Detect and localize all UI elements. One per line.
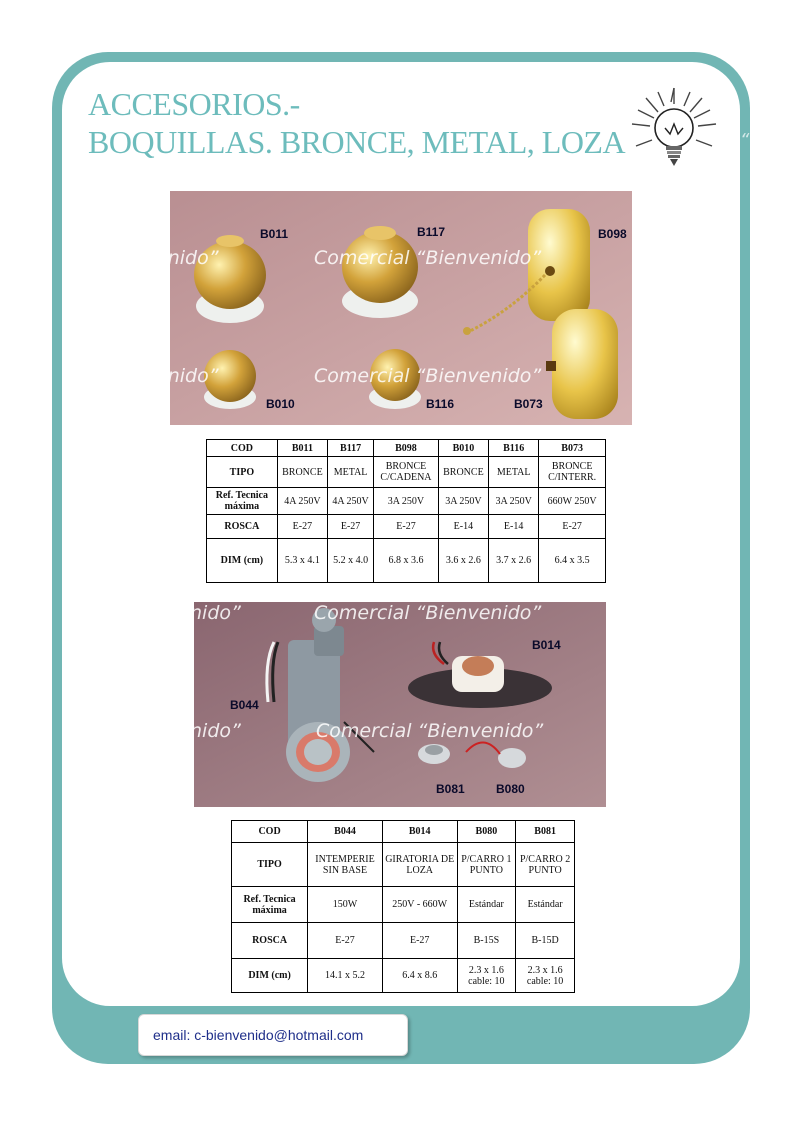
photo-label: B116 (426, 397, 455, 411)
cell-tipo: BRONCE (277, 457, 327, 488)
cell-dim: 6.4 x 3.5 (539, 539, 606, 583)
spec-table-1 (206, 439, 606, 583)
cell-dim: 6.4 x 8.6 (382, 959, 457, 993)
cell-rosca: E-27 (374, 515, 439, 539)
watermark-text: nido” (190, 602, 241, 624)
page-title: ACCESORIOS.- (88, 86, 300, 122)
cell-cod: B081 (516, 821, 575, 843)
row-label-rosca: ROSCA (232, 923, 308, 959)
spec-table-2 (231, 820, 575, 993)
photo-label: B011 (260, 227, 289, 241)
photo-label: B117 (417, 225, 446, 239)
cell-cod: B010 (438, 440, 488, 457)
cell-cod: B117 (328, 440, 374, 457)
row-label-tipo: TIPO (207, 457, 278, 488)
cell-rosca: E-27 (277, 515, 327, 539)
cell-rosca: E-27 (382, 923, 457, 959)
row-label-rosca: ROSCA (207, 515, 278, 539)
row-label-ref: Ref. Tecnica máxima (207, 488, 278, 515)
email-text[interactable]: email: c-bienvenido@hotmail.com (153, 1027, 364, 1043)
page-subtitle: BOQUILLAS. BRONCE, METAL, LOZA (88, 124, 626, 160)
watermark-text: Comercial “Bienvenido” (314, 247, 542, 269)
cell-ref: 250V - 660W (382, 887, 457, 923)
lightbulb-icon (628, 84, 720, 176)
cell-rosca: E-27 (539, 515, 606, 539)
cell-tipo: BRONCE (438, 457, 488, 488)
row-label-dim: DIM (cm) (232, 959, 308, 993)
cell-dim: 5.3 x 4.1 (277, 539, 327, 583)
row-label-ref: Ref. Tecnica máxima (232, 887, 308, 923)
cell-ref: Estándar (457, 887, 516, 923)
watermark-text: Comercial “Bienvenido” (314, 365, 542, 387)
row-label-tipo: TIPO (232, 843, 308, 887)
cell-rosca: E-27 (308, 923, 383, 959)
email-box (138, 1014, 408, 1056)
cell-tipo: METAL (328, 457, 374, 488)
cell-ref: 3A 250V (438, 488, 488, 515)
cell-ref: Estándar (516, 887, 575, 923)
cell-cod: B098 (374, 440, 439, 457)
margin-watermark: “ (740, 130, 750, 151)
cell-rosca: B-15S (457, 923, 516, 959)
watermark-text: Comercial “Bienvenido” (316, 720, 544, 742)
cell-tipo: P/CARRO 2 PUNTO (516, 843, 575, 887)
cell-rosca: E-27 (328, 515, 374, 539)
watermark-text: enido” (156, 247, 219, 269)
cell-cod: B080 (457, 821, 516, 843)
cell-tipo: BRONCE C/INTERR. (539, 457, 606, 488)
row-label-dim: DIM (cm) (207, 539, 278, 583)
cell-dim: 3.6 x 2.6 (438, 539, 488, 583)
cell-cod: B044 (308, 821, 383, 843)
cell-rosca: B-15D (516, 923, 575, 959)
cell-ref: 4A 250V (277, 488, 327, 515)
cell-cod: B014 (382, 821, 457, 843)
photo-label: B014 (532, 638, 561, 652)
watermark-text: Comercial “Bienvenido” (314, 602, 542, 624)
cell-cod: B011 (277, 440, 327, 457)
cell-ref: 3A 250V (489, 488, 539, 515)
cell-rosca: E-14 (489, 515, 539, 539)
row-label-cod: COD (232, 821, 308, 843)
watermark-text: enido” (156, 365, 219, 387)
cell-tipo: METAL (489, 457, 539, 488)
cell-cod: B116 (489, 440, 539, 457)
cell-cod: B073 (539, 440, 606, 457)
cell-ref: 4A 250V (328, 488, 374, 515)
cell-dim: 3.7 x 2.6 (489, 539, 539, 583)
photo-label: B080 (496, 782, 525, 796)
cell-dim: 2.3 x 1.6 cable: 10 (457, 959, 516, 993)
cell-tipo: INTEMPERIE SIN BASE (308, 843, 383, 887)
cell-tipo: P/CARRO 1 PUNTO (457, 843, 516, 887)
photo-label: B098 (598, 227, 627, 241)
cell-ref: 3A 250V (374, 488, 439, 515)
cell-ref: 150W (308, 887, 383, 923)
watermark-text: nido” (190, 720, 241, 742)
photo-label: B044 (230, 698, 259, 712)
product-photo-brass-sockets (156, 191, 632, 425)
cell-ref: 660W 250V (539, 488, 606, 515)
cell-tipo: GIRATORIA DE LOZA (382, 843, 457, 887)
photo-label: B073 (514, 397, 543, 411)
cell-dim: 2.3 x 1.6 cable: 10 (516, 959, 575, 993)
margin-watermark: “ (40, 130, 50, 151)
cell-rosca: E-14 (438, 515, 488, 539)
cell-dim: 14.1 x 5.2 (308, 959, 383, 993)
cell-dim: 6.8 x 3.6 (374, 539, 439, 583)
product-photo-outdoor-sockets (190, 602, 606, 807)
photo-label: B081 (436, 782, 465, 796)
row-label-cod: COD (207, 440, 278, 457)
photo-label: B010 (266, 397, 295, 411)
cell-dim: 5.2 x 4.0 (328, 539, 374, 583)
cell-tipo: BRONCE C/CADENA (374, 457, 439, 488)
